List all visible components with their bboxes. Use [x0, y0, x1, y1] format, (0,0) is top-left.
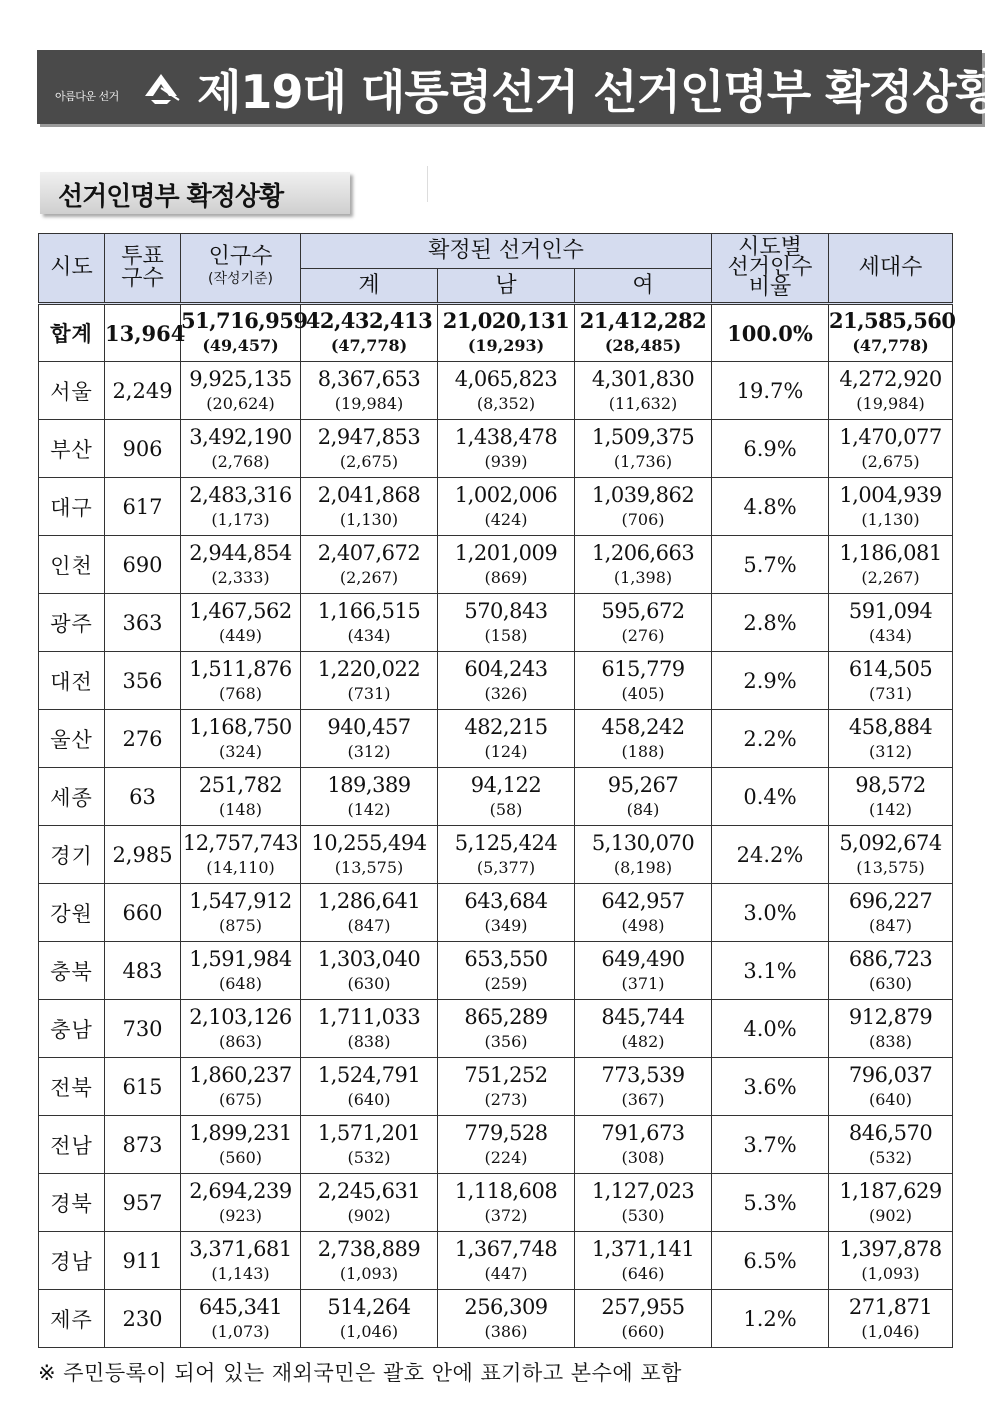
cell-voters-male: 482,215 (124) [438, 710, 575, 768]
cell-voters-female: 5,130,070 (8,198) [575, 826, 712, 884]
table-row [39, 1290, 953, 1348]
cell-voters-total: 8,367,653 (19,984) [301, 362, 438, 420]
cell-voters-male: 1,118,608 (372) [438, 1174, 575, 1232]
cell-households: 271,871 (1,046) [829, 1290, 953, 1348]
cell-population: 12,757,743 (14,110) [181, 826, 301, 884]
cell-ratio: 3.7% [712, 1116, 829, 1174]
cell-households: 796,037 (640) [829, 1058, 953, 1116]
cell-ratio: 3.6% [712, 1058, 829, 1116]
cell-voters-male: 256,309 (386) [438, 1290, 575, 1348]
cell-population: 1,467,562 (449) [181, 594, 301, 652]
cell-population: 1,547,912 (875) [181, 884, 301, 942]
cell-region: 대전 [39, 652, 105, 710]
header-confirmed-voters: 확정된 선거인수 [301, 234, 712, 269]
cell-households: 1,397,878 (1,093) [829, 1232, 953, 1290]
cell-population: 2,694,239 (923) [181, 1174, 301, 1232]
header-polling-stations: 투표 구수 [105, 234, 181, 304]
cell-ratio: 6.9% [712, 420, 829, 478]
cell-region: 부산 [39, 420, 105, 478]
cell-population: 1,168,750 (324) [181, 710, 301, 768]
cell-voters-male: 5,125,424 (5,377) [438, 826, 575, 884]
cell-voters-total: 42,432,413 (47,778) [301, 304, 438, 362]
table-row [39, 1174, 953, 1232]
cell-region: 제주 [39, 1290, 105, 1348]
cell-population: 3,492,190 (2,768) [181, 420, 301, 478]
cell-voters-female: 649,490 (371) [575, 942, 712, 1000]
table-row [39, 884, 953, 942]
cell-ratio: 6.5% [712, 1232, 829, 1290]
cell-households: 614,505 (731) [829, 652, 953, 710]
header-female: 여 [575, 269, 712, 304]
logo-text: 아름다운 선거 [55, 90, 119, 103]
cell-polling: 911 [105, 1232, 181, 1290]
cell-households: 686,723 (630) [829, 942, 953, 1000]
cell-voters-female: 1,509,375 (1,736) [575, 420, 712, 478]
cell-voters-female: 458,242 (188) [575, 710, 712, 768]
cell-households: 912,879 (838) [829, 1000, 953, 1058]
cell-polling: 63 [105, 768, 181, 826]
cell-population: 645,341 (1,073) [181, 1290, 301, 1348]
table-row [39, 768, 953, 826]
cell-polling: 660 [105, 884, 181, 942]
cell-households: 21,585,560 (47,778) [829, 304, 953, 362]
cell-voters-total: 2,407,672 (2,267) [301, 536, 438, 594]
cell-voters-female: 595,672 (276) [575, 594, 712, 652]
cell-polling: 957 [105, 1174, 181, 1232]
cell-households: 1,470,077 (2,675) [829, 420, 953, 478]
cell-households: 98,572 (142) [829, 768, 953, 826]
cell-ratio: 5.3% [712, 1174, 829, 1232]
cell-voters-female: 4,301,830 (11,632) [575, 362, 712, 420]
cell-polling: 13,964 [105, 304, 181, 362]
cell-polling: 690 [105, 536, 181, 594]
cell-households: 696,227 (847) [829, 884, 953, 942]
cell-region: 경남 [39, 1232, 105, 1290]
cell-population: 3,371,681 (1,143) [181, 1232, 301, 1290]
cell-ratio: 100.0% [712, 304, 829, 362]
table-row [39, 420, 953, 478]
cell-region: 합계 [39, 304, 105, 362]
cell-voters-male: 865,289 (356) [438, 1000, 575, 1058]
cell-voters-male: 94,122 (58) [438, 768, 575, 826]
cell-polling: 276 [105, 710, 181, 768]
cell-voters-female: 845,744 (482) [575, 1000, 712, 1058]
cell-voters-female: 95,267 (84) [575, 768, 712, 826]
cell-region: 경기 [39, 826, 105, 884]
cell-voters-total: 514,264 (1,046) [301, 1290, 438, 1348]
cell-voters-female: 257,955 (660) [575, 1290, 712, 1348]
cell-voters-male: 1,367,748 (447) [438, 1232, 575, 1290]
table-row-total [39, 304, 953, 362]
cell-ratio: 2.9% [712, 652, 829, 710]
cell-voters-male: 21,020,131 (19,293) [438, 304, 575, 362]
cell-voters-total: 940,457 (312) [301, 710, 438, 768]
cell-population: 1,511,876 (768) [181, 652, 301, 710]
cell-polling: 2,249 [105, 362, 181, 420]
section-title: 선거인명부 확정상황 [58, 182, 284, 212]
cell-ratio: 4.8% [712, 478, 829, 536]
header-male: 남 [438, 269, 575, 304]
cell-ratio: 4.0% [712, 1000, 829, 1058]
cell-population: 51,716,959 (49,457) [181, 304, 301, 362]
cell-voters-female: 773,539 (367) [575, 1058, 712, 1116]
cell-voters-total: 2,041,868 (1,130) [301, 478, 438, 536]
table-row [39, 536, 953, 594]
table-row [39, 1116, 953, 1174]
page-title: 제19대 대통령선거 선거인명부 확정상황 [197, 65, 1000, 119]
cell-voters-male: 643,684 (349) [438, 884, 575, 942]
header-region: 시도 [39, 234, 105, 304]
cell-population: 1,591,984 (648) [181, 942, 301, 1000]
cell-voters-total: 1,286,641 (847) [301, 884, 438, 942]
cell-region: 전북 [39, 1058, 105, 1116]
cell-voters-female: 1,371,141 (646) [575, 1232, 712, 1290]
cell-voters-male: 1,201,009 (869) [438, 536, 575, 594]
cell-population: 251,782 (148) [181, 768, 301, 826]
table-row [39, 478, 953, 536]
cell-region: 강원 [39, 884, 105, 942]
cell-households: 5,092,674 (13,575) [829, 826, 953, 884]
cell-population: 1,899,231 (560) [181, 1116, 301, 1174]
cell-households: 458,884 (312) [829, 710, 953, 768]
cell-polling: 356 [105, 652, 181, 710]
cell-polling: 615 [105, 1058, 181, 1116]
footnote: ※ 주민등록이 되어 있는 재외국민은 괄호 안에 표기하고 본수에 포함 [38, 1361, 682, 1385]
cell-polling: 363 [105, 594, 181, 652]
cell-polling: 906 [105, 420, 181, 478]
cell-ratio: 3.1% [712, 942, 829, 1000]
cell-population: 2,103,126 (863) [181, 1000, 301, 1058]
cell-region: 인천 [39, 536, 105, 594]
cell-region: 충남 [39, 1000, 105, 1058]
cell-population: 2,483,316 (1,173) [181, 478, 301, 536]
section-title-box [40, 172, 350, 214]
cell-households: 1,187,629 (902) [829, 1174, 953, 1232]
cell-voters-female: 615,779 (405) [575, 652, 712, 710]
cell-voters-male: 4,065,823 (8,352) [438, 362, 575, 420]
cell-voters-female: 1,127,023 (530) [575, 1174, 712, 1232]
cell-voters-total: 2,947,853 (2,675) [301, 420, 438, 478]
cell-households: 1,186,081 (2,267) [829, 536, 953, 594]
cell-households: 591,094 (434) [829, 594, 953, 652]
cell-ratio: 5.7% [712, 536, 829, 594]
cell-voters-female: 642,957 (498) [575, 884, 712, 942]
cell-voters-female: 21,412,282 (28,485) [575, 304, 712, 362]
cell-voters-male: 1,002,006 (424) [438, 478, 575, 536]
cell-polling: 483 [105, 942, 181, 1000]
cell-polling: 617 [105, 478, 181, 536]
cell-population: 2,944,854 (2,333) [181, 536, 301, 594]
table-row [39, 594, 953, 652]
cell-voters-total: 2,245,631 (902) [301, 1174, 438, 1232]
cell-voters-male: 1,438,478 (939) [438, 420, 575, 478]
cell-ratio: 24.2% [712, 826, 829, 884]
cell-ratio: 19.7% [712, 362, 829, 420]
cell-voters-total: 2,738,889 (1,093) [301, 1232, 438, 1290]
table-row [39, 710, 953, 768]
cell-voters-female: 1,206,663 (1,398) [575, 536, 712, 594]
cell-households: 1,004,939 (1,130) [829, 478, 953, 536]
cell-voters-male: 751,252 (273) [438, 1058, 575, 1116]
cell-polling: 730 [105, 1000, 181, 1058]
cell-ratio: 0.4% [712, 768, 829, 826]
cell-voters-total: 1,303,040 (630) [301, 942, 438, 1000]
cell-polling: 2,985 [105, 826, 181, 884]
cell-voters-total: 1,166,515 (434) [301, 594, 438, 652]
cell-voters-male: 604,243 (326) [438, 652, 575, 710]
logo [55, 70, 185, 110]
cell-voters-total: 1,220,022 (731) [301, 652, 438, 710]
cell-region: 세종 [39, 768, 105, 826]
cell-ratio: 2.8% [712, 594, 829, 652]
cell-voters-male: 653,550 (259) [438, 942, 575, 1000]
table-row [39, 652, 953, 710]
logo-mark-icon [141, 70, 181, 106]
cell-households: 846,570 (532) [829, 1116, 953, 1174]
table-row [39, 362, 953, 420]
header-total: 계 [301, 269, 438, 304]
table-row [39, 826, 953, 884]
divider [427, 166, 428, 202]
cell-region: 경북 [39, 1174, 105, 1232]
cell-ratio: 1.2% [712, 1290, 829, 1348]
header-population: 인구수 (작성기준) [181, 234, 301, 304]
cell-households: 4,272,920 (19,984) [829, 362, 953, 420]
table-row [39, 1000, 953, 1058]
header-households: 세대수 [829, 234, 953, 304]
cell-population: 9,925,135 (20,624) [181, 362, 301, 420]
cell-voters-total: 1,711,033 (838) [301, 1000, 438, 1058]
cell-polling: 873 [105, 1116, 181, 1174]
cell-voters-female: 1,039,862 (706) [575, 478, 712, 536]
cell-region: 서울 [39, 362, 105, 420]
table-row [39, 942, 953, 1000]
cell-voters-total: 1,571,201 (532) [301, 1116, 438, 1174]
cell-region: 울산 [39, 710, 105, 768]
cell-ratio: 2.2% [712, 710, 829, 768]
cell-region: 광주 [39, 594, 105, 652]
cell-voters-total: 189,389 (142) [301, 768, 438, 826]
cell-voters-female: 791,673 (308) [575, 1116, 712, 1174]
cell-region: 충북 [39, 942, 105, 1000]
cell-ratio: 3.0% [712, 884, 829, 942]
cell-region: 전남 [39, 1116, 105, 1174]
cell-voters-male: 570,843 (158) [438, 594, 575, 652]
header-ratio: 시도별 선거인수 비율 [712, 234, 829, 304]
cell-population: 1,860,237 (675) [181, 1058, 301, 1116]
title-banner [37, 50, 1000, 124]
cell-region: 대구 [39, 478, 105, 536]
cell-voters-total: 1,524,791 (640) [301, 1058, 438, 1116]
cell-voters-total: 10,255,494 (13,575) [301, 826, 438, 884]
table-row [39, 1232, 953, 1290]
voter-registry-table [38, 233, 956, 1348]
table-row [39, 1058, 953, 1116]
cell-polling: 230 [105, 1290, 181, 1348]
cell-voters-male: 779,528 (224) [438, 1116, 575, 1174]
